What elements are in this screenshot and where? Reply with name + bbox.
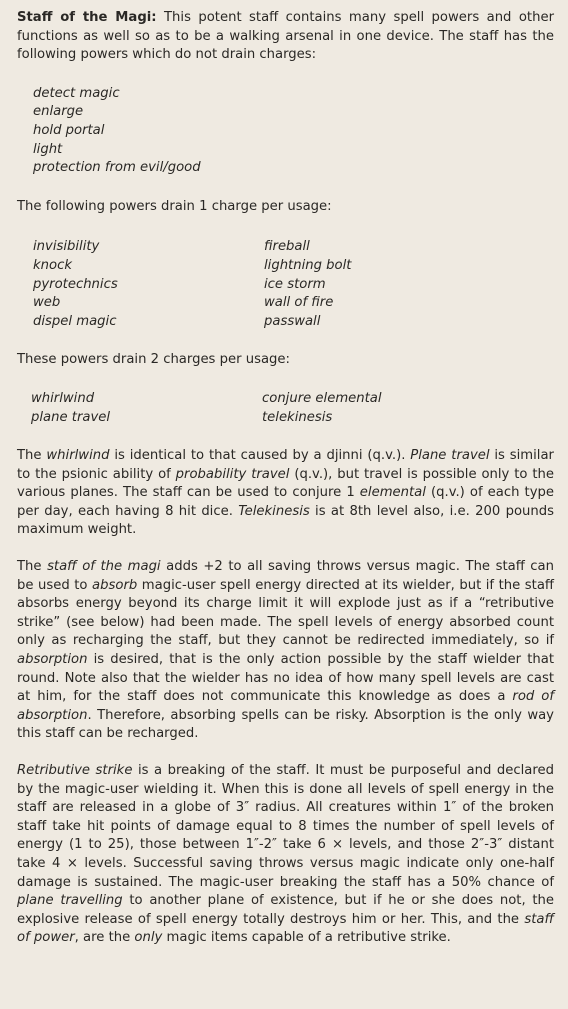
list-item: detect magic: [33, 85, 120, 101]
text-run: , are the: [74, 930, 135, 946]
text-run: rod of absorption: [17, 689, 555, 723]
text-run: is desired, that is the only action possible by the staff wielder that round. Note also that the wielder has no idea of how many spell levels are cast at him, for the staff does not communicate this knowledge as does a: [17, 652, 554, 705]
list-item: light: [33, 141, 63, 157]
list-item: plane travel: [31, 409, 111, 425]
no-drain-powers-list: [33, 85, 554, 178]
text-run: Telekinesis: [238, 503, 310, 519]
list-item: conjure elemental: [262, 390, 382, 406]
text-run: staff of power: [17, 911, 554, 946]
text-run: staff of the magi: [47, 559, 161, 575]
list-item: hold portal: [33, 122, 105, 138]
list-item: pyrotechnics: [33, 276, 118, 292]
text-run: is similar to the psionic ability of: [17, 448, 554, 482]
item-title: Staff of the Magi:: [17, 10, 157, 25]
text-run: probability travel: [175, 466, 290, 482]
text-run: (q.v.) of each type per day, each having 8 hit dice.: [17, 485, 554, 519]
paragraph-gap: [17, 744, 554, 762]
list-item: lightning bolt: [264, 257, 352, 273]
list-item: fireball: [264, 239, 310, 255]
one-charge-heading: The following powers drain 1 charge per usage:: [17, 198, 332, 214]
one-charge-left-column: [33, 238, 264, 331]
one-charge-powers-list: [33, 238, 554, 331]
text-run: Plane travel: [410, 448, 490, 464]
list-item: wall of fire: [264, 295, 334, 311]
list-item: enlarge: [33, 104, 84, 120]
list-item: whirlwind: [31, 390, 95, 406]
whirlwind-paragraph: [17, 447, 554, 540]
list-item: invisibility: [33, 239, 100, 255]
text-run: is identical to that caused by a djinni (q.v.).: [109, 448, 411, 464]
list-item: passwall: [264, 313, 321, 329]
text-run: Retributive strike: [17, 763, 133, 778]
list-item: protection from evil/good: [33, 160, 201, 176]
two-charge-right-column: [262, 390, 462, 427]
retributive-strike-paragraph: [17, 762, 554, 948]
absorption-paragraph: [17, 558, 554, 744]
paragraph-gap: [17, 540, 554, 558]
intro-text: This potent staff contains many spell powers and other functions as well so as to be a walking arsenal in one device. The staff has the following powers which do not drain charges:: [17, 10, 554, 63]
two-charge-powers-list: [31, 390, 554, 427]
text-run: The: [17, 559, 48, 575]
text-run: (q.v.), but travel is possible only to the various planes. The staff can be used to conjure 1: [17, 466, 554, 501]
text-run: is a breaking of the staff. It must be purposeful and declared by the magic-user wielding it. When this is done all levels of spell energy in the staff are released in a globe of 3″ radius. All creatures within 1″ of the broken staff take hit points of damage equal to 8 times the number of spell levels of energy (1 to 25), those between 1″-2″ take 6 × levels, and those 2″-3″ distant take 4 × levels. Successful saving throws versus magic indicate only one-half damage is sustained. The magic-user breaking the staff has a 50% chance of: [17, 763, 554, 890]
two-charge-left-column: [31, 390, 262, 427]
one-charge-right-column: [264, 238, 464, 331]
list-item: dispel magic: [33, 313, 117, 329]
text-run: The: [17, 448, 47, 464]
text-run: magic-user spell energy directed at its wielder, but if the staff absorbs energy beyond its charge limit it will explode just as if a “retributive strike” (see below) had been made. The spell levels of energy absorbed count only as recharging the staff, but they cannot be redirected immediately, so if: [17, 577, 554, 649]
list-item: knock: [33, 257, 72, 273]
list-item: ice storm: [264, 276, 326, 292]
text-run: is at 8th level also, i.e. 200 pounds maximum weight.: [17, 503, 554, 538]
text-run: absorb: [92, 577, 138, 593]
text-run: to another plane of existence, but if he or she does not, the explosive release of spell energy totally destroys him or her. This, and the: [17, 893, 555, 927]
intro-paragraph: [17, 9, 554, 65]
text-run: absorption: [17, 652, 88, 668]
list-item: web: [33, 295, 61, 311]
text-run: whirlwind: [46, 448, 110, 464]
text-run: plane travelling: [17, 893, 123, 909]
two-charge-heading: These powers drain 2 charges per usage:: [17, 352, 290, 368]
text-run: . Therefore, absorbing spells can be risky. Absorption is the only way this staff can be recharged.: [17, 707, 554, 742]
text-run: only: [134, 930, 163, 946]
text-run: elemental: [359, 485, 426, 501]
text-run: magic items capable of a retributive strike.: [162, 930, 451, 946]
list-item: telekinesis: [262, 409, 333, 425]
text-run: adds +2 to all saving throws versus magic. The staff can be used to: [17, 559, 554, 593]
